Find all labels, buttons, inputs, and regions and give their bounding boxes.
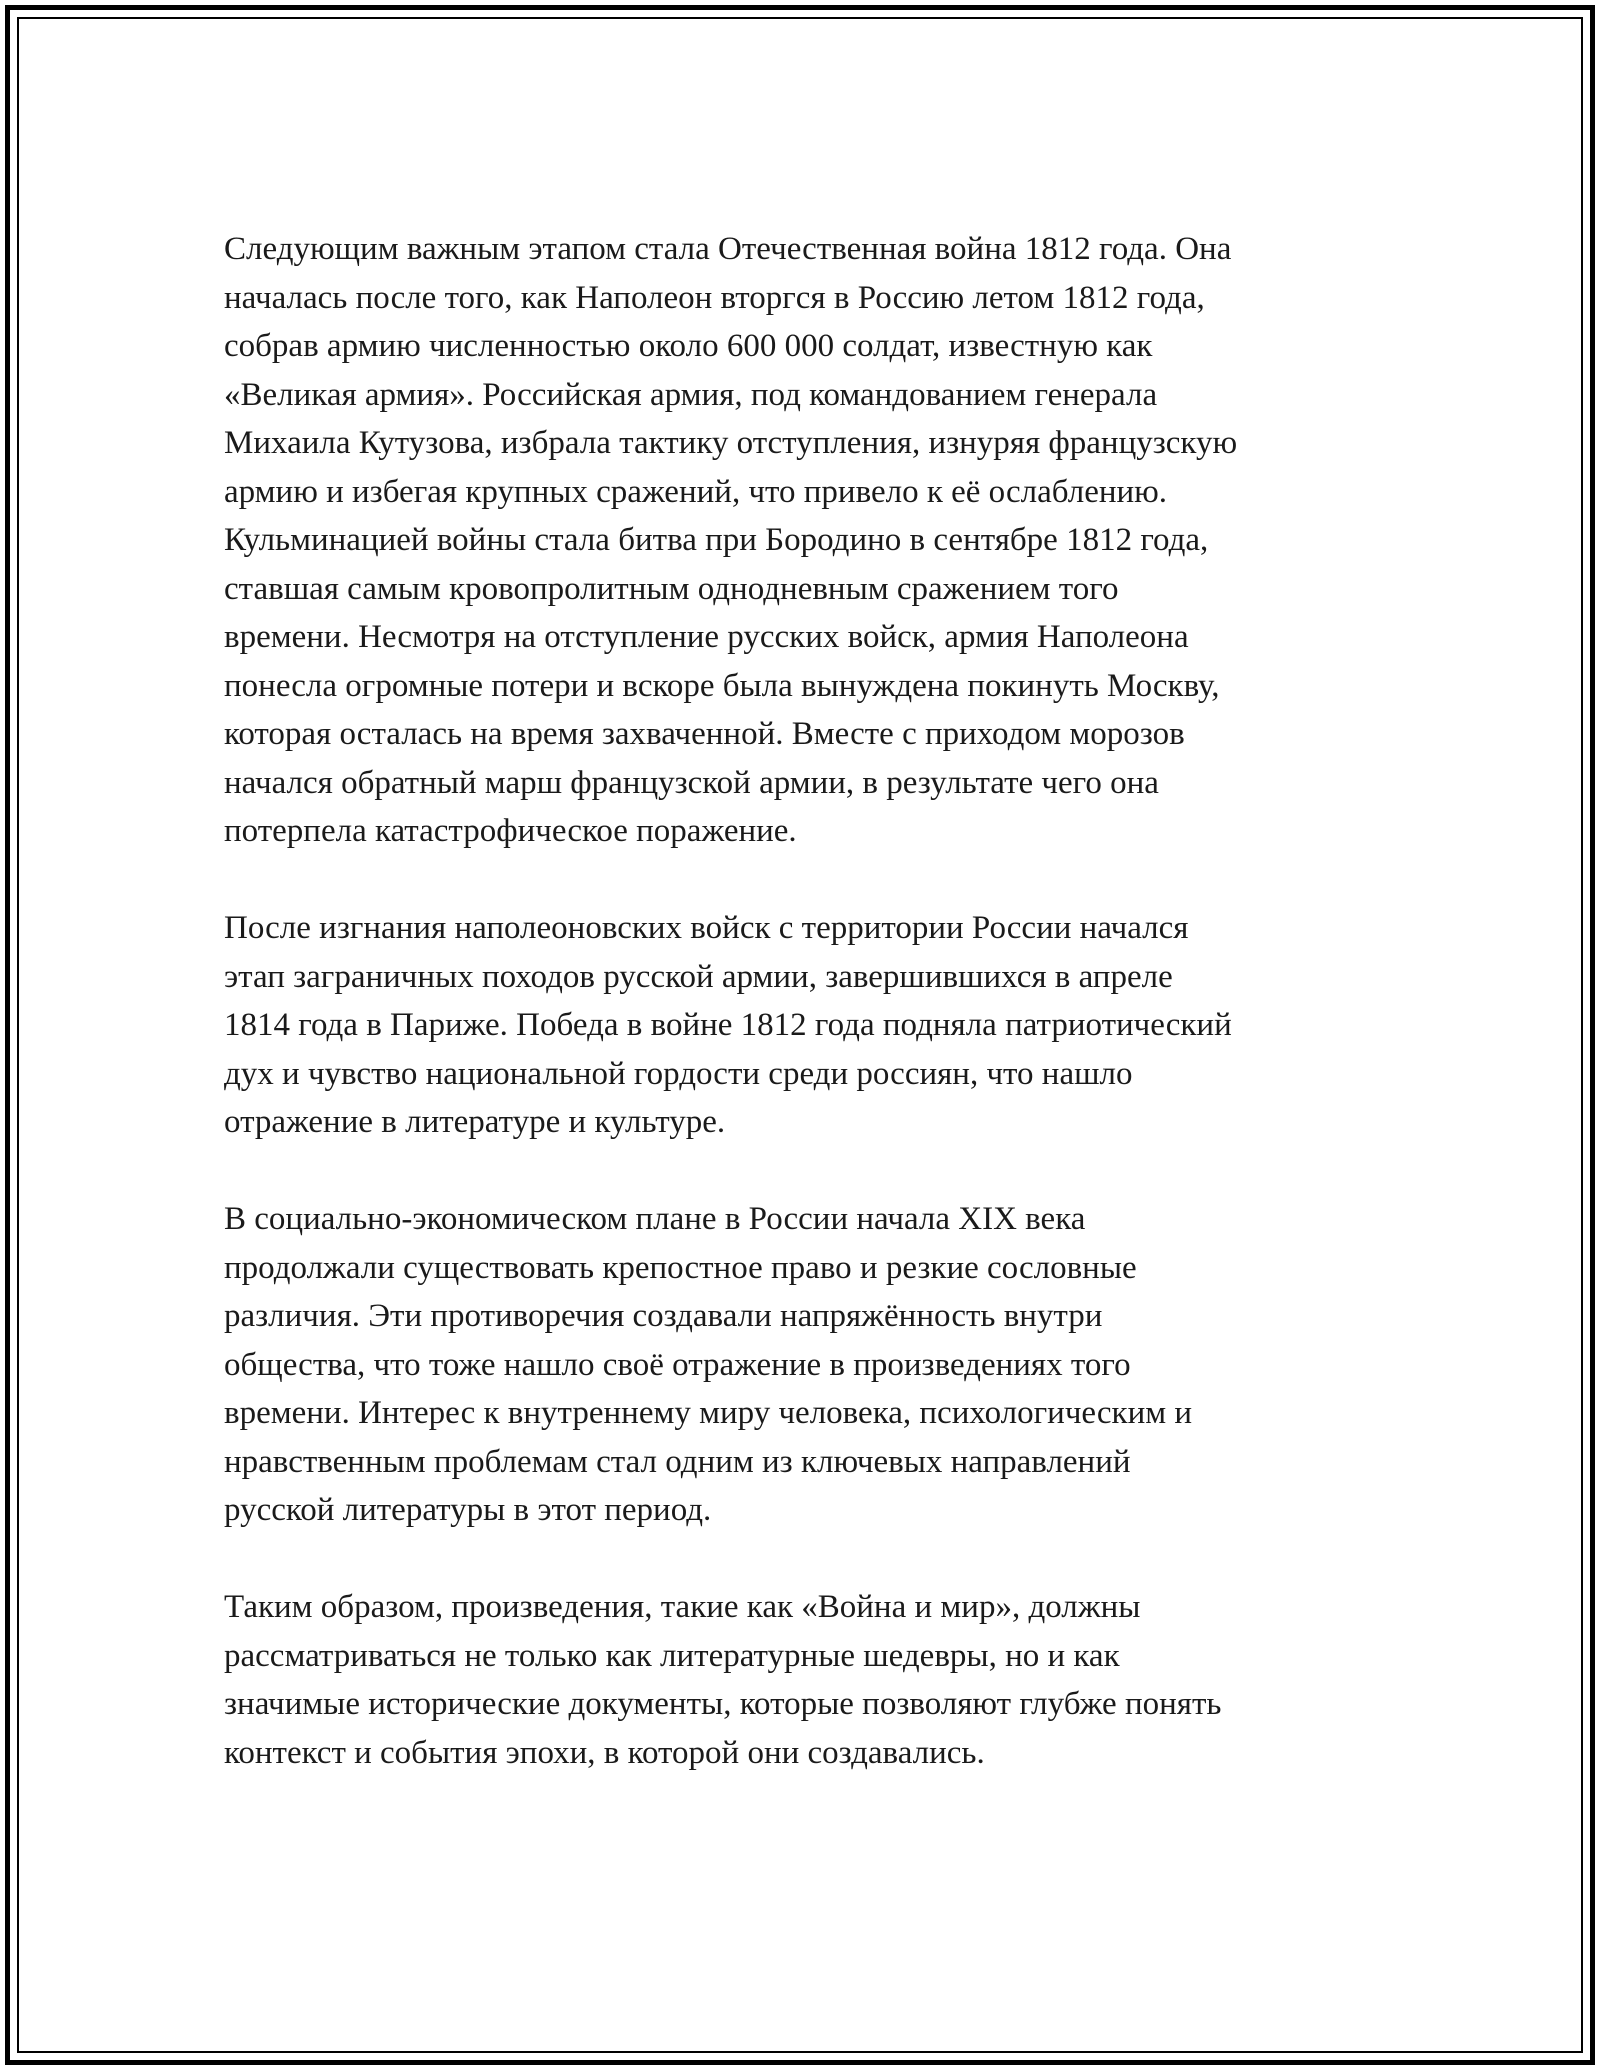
text-line: различия. Эти противоречия создавали напряжённость внутри	[224, 1298, 1103, 1334]
text-line: «Великая армия». Российская армия, под командованием генерала	[224, 376, 1158, 413]
text-line: 1814 года в Париже. Победа в войне 1812 года подняла патриотический	[224, 1007, 1232, 1043]
text-line: Кульминацией войны стала битва при Бородино в сентябре 1812 года,	[224, 522, 1209, 558]
text-line: времени. Интерес к внутреннему миру человека, психологическим и	[224, 1395, 1193, 1431]
document-body	[224, 225, 1404, 1826]
text-line: потерпела катастрофическое поражение.	[224, 813, 797, 849]
text-line: После изгнания наполеоновских войск с территории России начался	[224, 910, 1189, 946]
text-line: русской литературы в этот период.	[224, 1492, 712, 1528]
paragraph-4	[224, 1583, 1404, 1777]
text-line: началась после того, как Наполеон вторгся в Россию летом 1812 года,	[224, 279, 1205, 316]
paragraph-1	[224, 225, 1404, 856]
paragraph-3	[224, 1195, 1404, 1535]
text-line: Таким образом, произведения, такие как «Война и мир», должны	[224, 1589, 1141, 1625]
text-line: Михаила Кутузова, избрала тактику отступления, изнуряя французскую	[224, 425, 1238, 461]
text-line: В социально-экономическом плане в России начала XIX века	[224, 1201, 1086, 1237]
text-line: рассматриваться не только как литературные шедевры, но и как	[224, 1637, 1120, 1674]
text-line: собрав армию численностью около 600 000 солдат, известную как	[224, 328, 1153, 364]
text-line: продолжали существовать крепостное право и резкие сословные	[224, 1249, 1137, 1286]
text-line: дух и чувство национальной гордости среди россиян, что нашло	[224, 1055, 1133, 1092]
text-line: времени. Несмотря на отступление русских войск, армия Наполеона	[224, 619, 1189, 655]
text-line: этап заграничных походов русской армии, завершившихся в апреле	[224, 958, 1173, 995]
text-line: нравственным проблемам стал одним из ключевых направлений	[224, 1443, 1131, 1480]
text-line: начался обратный марш французской армии, в результате чего она	[224, 764, 1159, 801]
text-line: общества, что тоже нашло своё отражение в произведениях того	[224, 1346, 1131, 1383]
paragraph-2	[224, 904, 1404, 1147]
text-line: которая осталась на время захваченной. Вместе с приходом морозов	[224, 716, 1185, 752]
text-line: Следующим важным этапом стала Отечественная война 1812 года. Она	[224, 231, 1232, 267]
text-line: отражение в литературе и культуре.	[224, 1104, 726, 1140]
text-line: контекст и события эпохи, в которой они создавались.	[224, 1734, 985, 1771]
text-line: армию и избегая крупных сражений, что привело к её ослаблению.	[224, 473, 1168, 510]
text-line: понесла огромные потери и вскоре была вынуждена покинуть Москву,	[224, 667, 1220, 704]
text-line: значимые исторические документы, которые позволяют глубже понять	[224, 1686, 1222, 1722]
text-line: ставшая самым кровопролитным однодневным сражением того	[224, 570, 1119, 607]
